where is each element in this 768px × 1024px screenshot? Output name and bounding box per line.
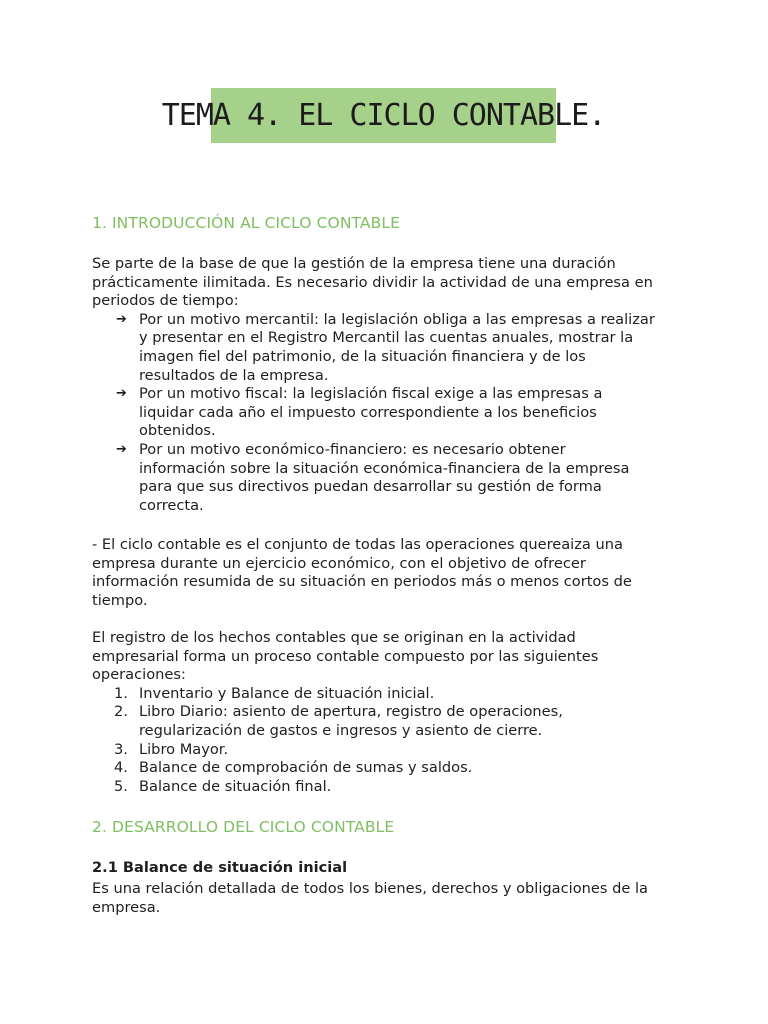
numbered-item [92, 685, 682, 704]
definition-line: empresa durante un ejercicio económico, con el objetivo de ofrecer [92, 554, 586, 572]
item-number: 5. [114, 777, 128, 795]
numbered-item [92, 703, 682, 740]
arrow-icon: ➔ [116, 441, 127, 457]
body-line: empresa. [92, 898, 161, 916]
registro-paragraph [92, 629, 682, 796]
item-number: 2. [114, 703, 128, 721]
bullet-line: y presentar en el Registro Mercantil las cuentas anuales, mostrar la [139, 329, 634, 347]
bullet-item [92, 311, 682, 385]
title-banner [161, 88, 606, 143]
registro-line: empresarial forma un proceso contable compuesto por las siguientes [92, 647, 599, 665]
definition-line: información resumida de su situación en periodos más o menos cortos de [92, 573, 632, 591]
item-number: 3. [114, 740, 128, 758]
numbered-item [92, 759, 682, 778]
bullet-line: imagen fiel del patrimonio, de la situación financiera y de los [139, 347, 586, 365]
bullet-line: correcta. [139, 496, 204, 514]
bullet-line: Por un motivo fiscal: la legislación fiscal exige a las empresas a [139, 385, 603, 403]
numbered-line: regularización de gastos e ingresos y asiento de cierre. [139, 721, 543, 739]
body-line: Es una relación detallada de todos los bienes, derechos y obligaciones de la [92, 880, 648, 897]
item-number: 1. [114, 684, 128, 702]
definition-line: tiempo. [92, 591, 148, 609]
intro-line: prácticamente ilimitada. Es necesario dividir la actividad de una empresa en [92, 273, 653, 291]
registro-line: El registro de los hechos contables que se originan en la actividad [92, 629, 576, 646]
section-1-heading: 1. INTRODUCCIÓN AL CICLO CONTABLE [92, 214, 400, 232]
bullet-line: obtenidos. [139, 422, 216, 440]
bullet-line: Por un motivo económico-financiero: es necesario obtener [139, 440, 566, 458]
numbered-item [92, 741, 682, 760]
bullet-item [92, 441, 682, 515]
arrow-icon: ➔ [116, 311, 127, 327]
section-2-heading: 2. DESARROLLO DEL CICLO CONTABLE [92, 818, 395, 836]
bullet-line: para que sus directivos puedan desarrollar su gestión de forma [139, 478, 602, 496]
numbered-line: Libro Mayor. [139, 740, 229, 758]
bullet-line: información sobre la situación económica-financiera de la empresa [139, 459, 630, 477]
intro-line: periodos de tiempo: [92, 292, 239, 310]
definition-paragraph [92, 536, 682, 610]
subsection-heading: 2.1 Balance de situación inicial [92, 859, 348, 876]
numbered-item [92, 778, 682, 797]
item-number: 4. [114, 759, 128, 777]
numbered-line: Libro Diario: asiento de apertura, registro de operaciones, [139, 703, 563, 721]
definition-line: - El ciclo contable es el conjunto de todas las operaciones quereaiza una [92, 536, 623, 553]
bullet-line: resultados de la empresa. [139, 366, 329, 384]
numbered-line: Inventario y Balance de situación inicial. [139, 684, 435, 702]
bullet-line: liquidar cada año el impuesto correspondiente a los beneficios [139, 403, 597, 421]
registro-line: operaciones: [92, 666, 186, 684]
section-2-paragraph [92, 880, 682, 917]
intro-line: Se parte de la base de que la gestión de la empresa tiene una duración [92, 255, 616, 272]
numbered-line: Balance de comprobación de sumas y saldos. [139, 759, 473, 777]
numbered-line: Balance de situación final. [139, 777, 332, 795]
bullet-line: Por un motivo mercantil: la legislación obliga a las empresas a realizar [139, 310, 655, 328]
intro-paragraph [92, 255, 682, 515]
arrow-icon: ➔ [116, 386, 127, 402]
bullet-item [92, 385, 682, 441]
page-title: TEMA 4. EL CICLO CONTABLE. [161, 98, 606, 133]
